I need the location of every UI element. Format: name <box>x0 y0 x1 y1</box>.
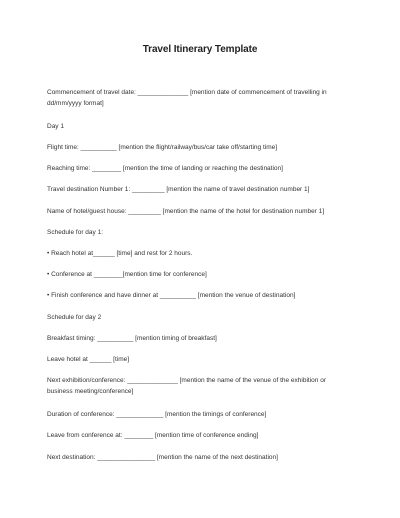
hotel-name-line: Name of hotel/guest house: _________ [mention the name of the hotel for destination number 1] <box>47 208 325 215</box>
day-1-heading: Day 1 <box>47 123 64 130</box>
leave-hotel-line: Leave hotel at ______ [time] <box>47 356 130 363</box>
conference-duration-line: Duration of conference: _____________ [mention the timings of conference] <box>47 411 267 418</box>
list-item: • Reach hotel at______ [time] and rest for 2 hours. <box>47 250 193 257</box>
next-destination-line: Next destination: ________________ [mention the name of the next destination] <box>47 454 278 461</box>
schedule-day-1-heading: Schedule for day 1: <box>47 229 104 236</box>
travel-destination-line: Travel destination Number 1: _________ [mention the name of travel destination number 1] <box>47 186 310 193</box>
list-item: • Conference at ________[mention time for conference] <box>47 271 207 278</box>
leave-conference-line: Leave from conference at: ________ [mention time of conference ending] <box>47 432 259 439</box>
next-exhibition-line: Next exhibition/conference: ______________ [mention the name of the venue of the exhibition or business meeting/conference] <box>47 377 326 395</box>
commencement-date-line: Commencement of travel date: ______________ [mention date of commencement of travelling in dd/mm/yyyy format] <box>47 89 327 107</box>
list-item: • Finish conference and have dinner at __________ [mention the venue of destination] <box>47 292 296 299</box>
flight-time-line: Flight time: __________ [mention the flight/railway/bus/car take off/starting time] <box>47 144 278 151</box>
reaching-time-line: Reaching time: ________ [mention the time of landing or reaching the destination] <box>47 165 283 172</box>
schedule-day-2-heading: Schedule for day 2 <box>47 314 102 321</box>
document-title: Travel Itinerary Template <box>142 44 258 55</box>
breakfast-timing-line: Breakfast timing: __________ [mention timing of breakfast] <box>47 335 217 342</box>
